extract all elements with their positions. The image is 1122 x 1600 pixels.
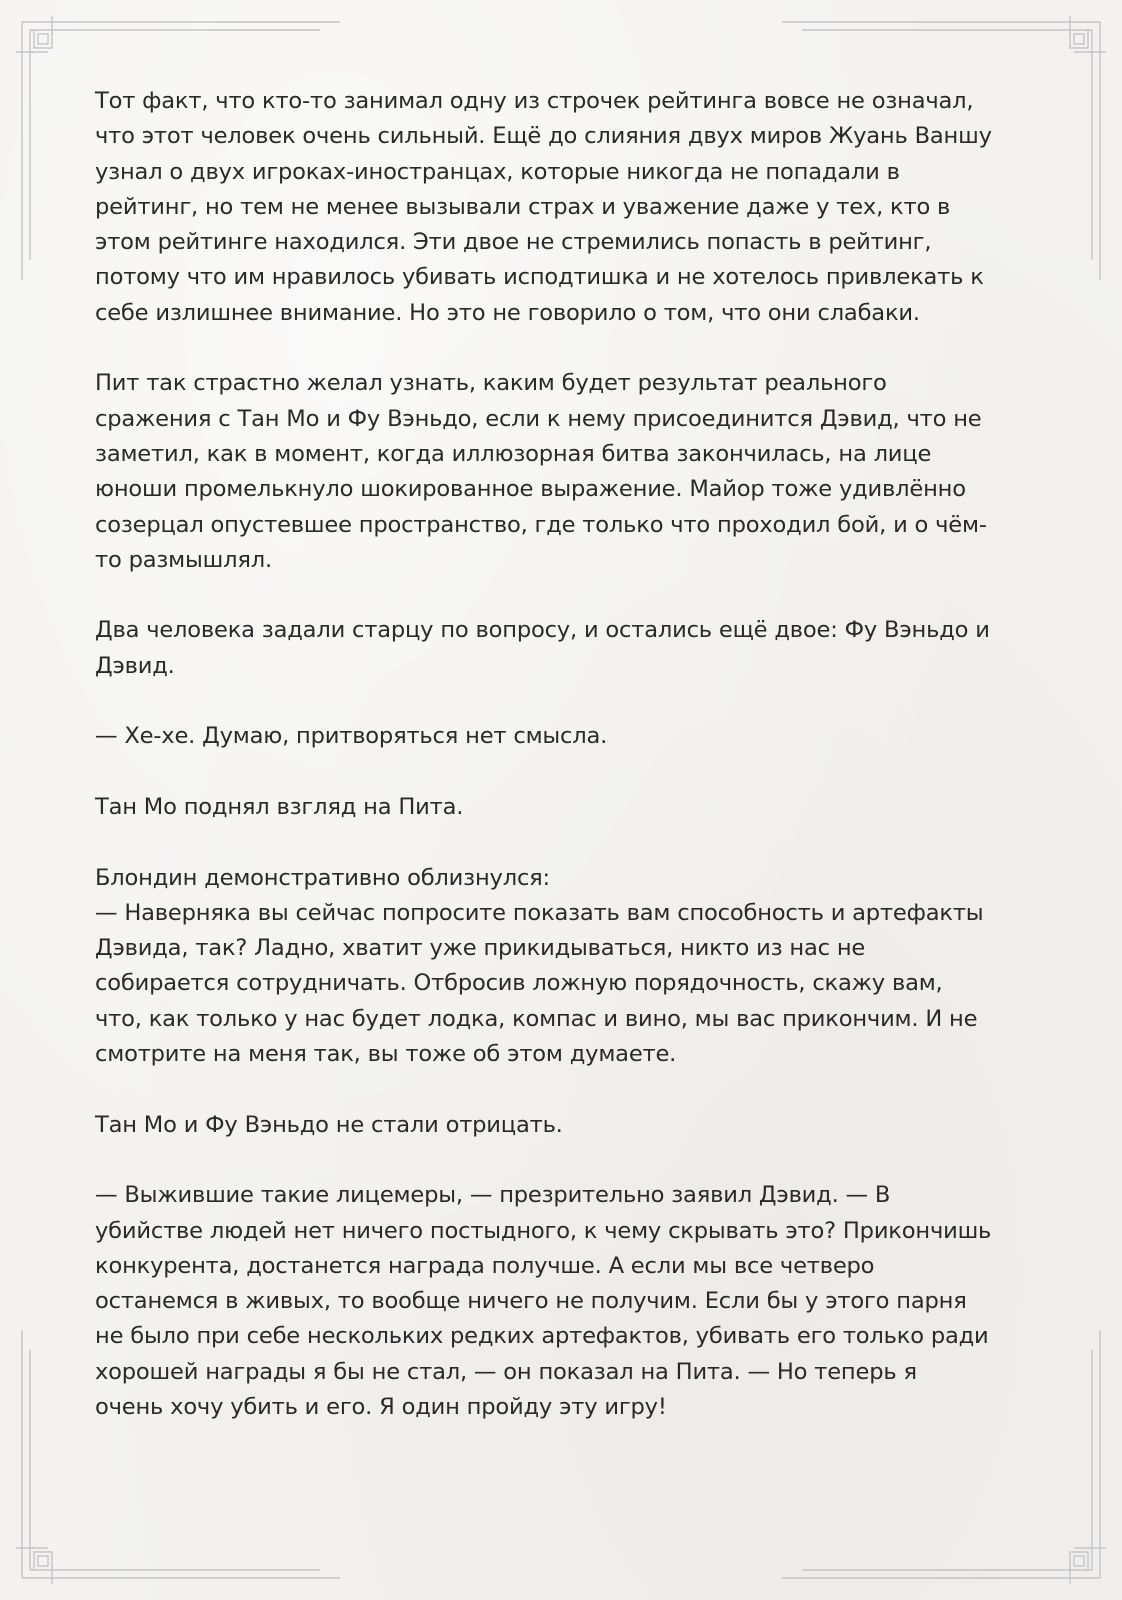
- text-line: Два человека задали старцу по вопросу, и остались ещё двое: Фу Вэньдо и: [95, 617, 990, 644]
- text-line: созерцал опустевшее пространство, где только что проходил бой, и о чём-: [95, 511, 987, 538]
- text-line: Дэвида, так? Ладно, хватит уже прикидываться, никто из нас не: [95, 935, 866, 962]
- text-line: — Выжившие такие лицемеры, — презрительно заявил Дэвид. — В: [95, 1182, 891, 1209]
- paragraph: [95, 861, 1035, 1073]
- text-line: себе излишнее внимание. Но это не говорило о том, что они слабаки.: [95, 299, 920, 326]
- text-line: что, как только у нас будет лодка, компас и вино, мы вас прикончим. И не: [95, 1005, 978, 1032]
- text-line: очень хочу убить и его. Я один пройду эту игру!: [95, 1393, 667, 1420]
- paragraph: [95, 1108, 1035, 1143]
- paragraph: [95, 1178, 1035, 1425]
- text-line: Пит так страстно желал узнать, каким будет результат реального: [95, 370, 887, 397]
- text-line: то размышлял.: [95, 546, 272, 573]
- document-text: [95, 84, 1035, 1461]
- text-line: потому что им нравилось убивать исподтишка и не хотелось привлекать к: [95, 264, 984, 291]
- text-line: узнал о двух игроках-иностранцах, которые никогда не попадали в: [95, 158, 900, 185]
- text-line: что этот человек очень сильный. Ещё до слияния двух миров Жуань Ваншу: [95, 123, 992, 150]
- paragraph: [95, 613, 1035, 684]
- text-line: заметил, как в момент, когда иллюзорная битва закончилась, на лице: [95, 440, 932, 467]
- text-line: юноши промелькнуло шокированное выражение. Майор тоже удивлённо: [95, 476, 966, 503]
- paragraph: [95, 366, 1035, 578]
- text-line: останемся в живых, то вообще ничего не получим. Если бы у этого парня: [95, 1288, 967, 1315]
- text-line: — Хе-хе. Думаю, притворяться нет смысла.: [95, 723, 608, 750]
- text-line: — Наверняка вы сейчас попросите показать вам способность и артефакты: [95, 899, 984, 926]
- text-line: Тан Мо и Фу Вэньдо не стали отрицать.: [95, 1111, 563, 1138]
- text-line: Блондин демонстративно облизнулся:: [95, 864, 550, 891]
- text-line: этом рейтинге находился. Эти двое не стремились попасть в рейтинг,: [95, 229, 932, 256]
- text-line: сражения с Тан Мо и Фу Вэньдо, если к нему присоединится Дэвид, что не: [95, 405, 982, 432]
- text-line: Тот факт, что кто-то занимал одну из строчек рейтинга вовсе не означал,: [95, 88, 974, 114]
- text-line: хорошей награды я бы не стал, — он показал на Пита. — Но теперь я: [95, 1358, 917, 1385]
- text-line: смотрите на меня так, вы тоже об этом думаете.: [95, 1041, 677, 1068]
- text-line: убийстве людей нет ничего постыдного, к чему скрывать это? Прикончишь: [95, 1217, 992, 1244]
- paragraph: [95, 719, 1035, 754]
- paragraph: [95, 84, 1035, 331]
- text-line: собирается сотрудничать. Отбросив ложную порядочность, скажу вам,: [95, 970, 943, 997]
- text-line: Тан Мо поднял взгляд на Пита.: [95, 793, 464, 820]
- text-line: рейтинг, но тем не менее вызывали страх и уважение даже у тех, кто в: [95, 193, 951, 220]
- text-line: конкурента, достанется награда получше. А если мы все четверо: [95, 1252, 875, 1279]
- text-line: не было при себе нескольких редких артефактов, убивать его только ради: [95, 1323, 989, 1350]
- paragraph: [95, 790, 1035, 825]
- text-line: Дэвид.: [95, 652, 175, 679]
